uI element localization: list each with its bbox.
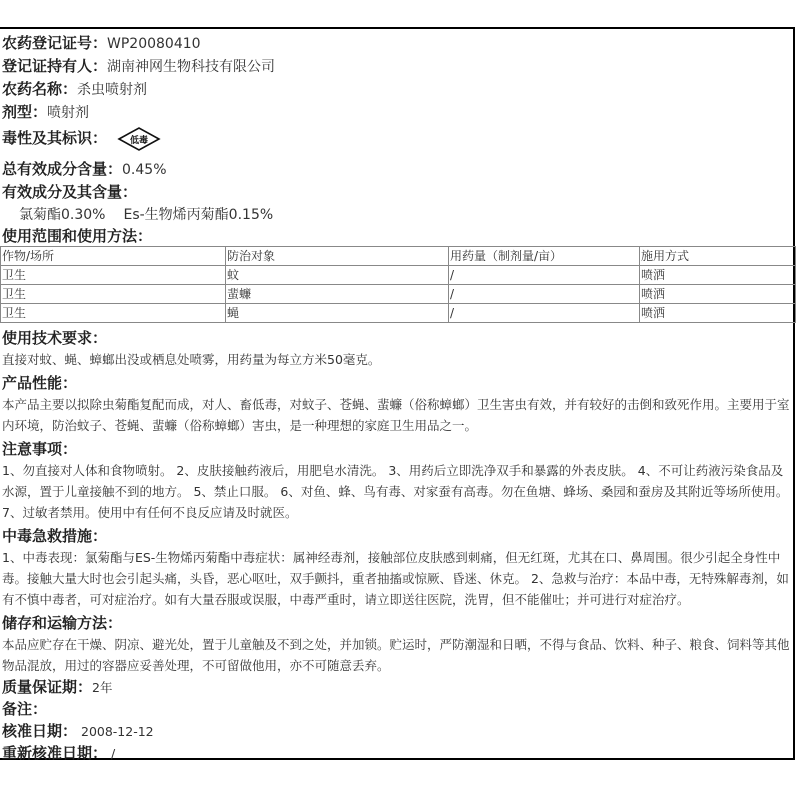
- header-dosage: 用药量（制剂量/亩）: [449, 247, 640, 266]
- total-content-row: [2, 158, 794, 181]
- total-content-value: 0.45%: [122, 162, 167, 178]
- tail-info: [2, 676, 794, 764]
- shelf-life-label: 质量保证期：: [2, 678, 93, 696]
- usage-title-row: [2, 226, 794, 246]
- cell-dosage: /: [449, 304, 640, 323]
- table-row: [1, 285, 796, 304]
- total-content-label: 总有效成分含量：: [2, 160, 123, 178]
- holder-row: [2, 55, 794, 78]
- header-method: 施用方式: [640, 247, 796, 266]
- remarks-row: [2, 698, 794, 720]
- ingredient-item: Es-生物烯丙菊酯0.15%: [123, 207, 274, 223]
- formulation-row: [2, 101, 794, 124]
- shelf-life-value: 2年: [92, 680, 113, 695]
- firstaid-title: 中毒急救措施：: [2, 527, 108, 545]
- cell-crop: 卫生: [1, 304, 226, 323]
- holder-label: 登记证持有人：: [2, 57, 108, 75]
- cell-target: 蝇: [226, 304, 449, 323]
- ingredients-row: [2, 181, 794, 204]
- name-row: [2, 78, 794, 101]
- tech-text: 直接对蚊、蝇、蟑螂出没或栖息处喷雾，用药量为每立方米50毫克。: [2, 352, 381, 367]
- performance-text: 本产品主要以拟除虫菊酯复配而成，对人、畜低毒，对蚊子、苍蝇、蜚蠊（俗称蟑螂）卫生害虫有效，并有较好的击倒和致死作用。主要用于室内环境，防治蚊子、苍蝇、蜚蠊（俗称蟑螂）害虫，是一种理想的家庭卫生用品之一。: [2, 397, 790, 433]
- reapproval-date-row: [2, 742, 794, 764]
- low-toxicity-diamond-icon: [117, 126, 161, 152]
- holder-value: 湖南神网生物科技有限公司: [107, 59, 276, 75]
- approval-date-value: 2008-12-12: [77, 724, 154, 739]
- registration-card: [0, 27, 795, 760]
- cell-method: 喷洒: [640, 285, 796, 304]
- cell-method: 喷洒: [640, 304, 796, 323]
- reg-no-value: WP20080410: [107, 36, 201, 52]
- approval-date-row: [2, 720, 794, 742]
- cell-dosage: /: [449, 285, 640, 304]
- performance-title: 产品性能：: [2, 374, 78, 392]
- svg-text:低毒: 低毒: [130, 136, 149, 146]
- ingredient-list: [2, 204, 794, 226]
- storage-text: 本品应贮存在干燥、阴凉、避光处，置于儿童触及不到之处，并加锁。贮运时，严防潮湿和日晒，不得与食品、饮料、种子、粮食、饲料等其他物品混放，用过的容器应妥善处理，不可留做他用，亦不可随意丢弃。: [2, 637, 790, 673]
- reapproval-date-value: /: [107, 746, 116, 761]
- cell-method: 喷洒: [640, 266, 796, 285]
- reg-no-label: 农药登记证号：: [2, 34, 108, 52]
- toxicity-row: [2, 124, 794, 160]
- header-crop: 作物/场所: [1, 247, 226, 266]
- shelf-life-row: [2, 676, 794, 698]
- firstaid-text: 1、中毒表现：氯菊酯与ES-生物烯丙菊酯中毒症状：属神经毒剂，接触部位皮肤感到刺痛，但无红斑，尤其在口、鼻周围。很少引起全身性中毒。接触大量大时也会引起头痛，头昏，恶心呕吐，双手颤抖，重者抽搐或惊厥、昏迷、休克。 2、急救与治疗：本品中毒，无特殊解毒剂，如有不慎中毒者，可对症治疗。如有大量吞服或误服，中毒严重时，请立即送往医院，洗胃，但不能催吐；并可进行对症治疗。: [2, 550, 789, 607]
- cell-dosage: /: [449, 266, 640, 285]
- cell-target: 蜚蠊: [226, 285, 449, 304]
- storage-title: 储存和运输方法：: [2, 614, 123, 632]
- toxicity-label: 毒性及其标识：: [2, 129, 108, 147]
- header-target: 防治对象: [226, 247, 449, 266]
- cell-crop: 卫生: [1, 285, 226, 304]
- reapproval-date-label: 重新核准日期：: [2, 744, 108, 762]
- notes-text: 1、勿直接对人体和食物喷射。 2、皮肤接触药液后，用肥皂水清洗。 3、用药后立即洗净双手和暴露的外表皮肤。 4、不可让药液污染食品及水源，置于儿童接触不到的地方。 5、禁止口服。 6、对鱼、蜂、鸟有毒、对家蚕有高毒。勿在鱼塘、蜂场、桑园和蚕房及其附近等场所使用。 7、过敏者禁用。使用中有任何不良反应请及时就医。: [2, 463, 789, 520]
- remarks-label: 备注：: [2, 700, 48, 718]
- formulation-value: 喷射剂: [47, 105, 90, 121]
- table-row: [1, 266, 796, 285]
- ingredient-item: 氯菊酯0.30%: [19, 207, 106, 223]
- approval-date-label: 核准日期：: [2, 722, 78, 740]
- formulation-label: 剂型：: [2, 103, 48, 121]
- cell-target: 蚊: [226, 266, 449, 285]
- name-label: 农药名称：: [2, 80, 78, 98]
- table-header-row: [1, 247, 796, 266]
- name-value: 杀虫喷射剂: [77, 82, 148, 98]
- registration-content: [2, 32, 794, 764]
- tech-title: 使用技术要求：: [2, 329, 108, 347]
- usage-table: [0, 246, 796, 323]
- table-row: [1, 304, 796, 323]
- notes-title: 注意事项：: [2, 440, 78, 458]
- cell-crop: 卫生: [1, 266, 226, 285]
- usage-title: 使用范围和使用方法：: [2, 227, 153, 245]
- reg-no-row: [2, 32, 794, 55]
- ingredients-label: 有效成分及其含量：: [2, 183, 138, 201]
